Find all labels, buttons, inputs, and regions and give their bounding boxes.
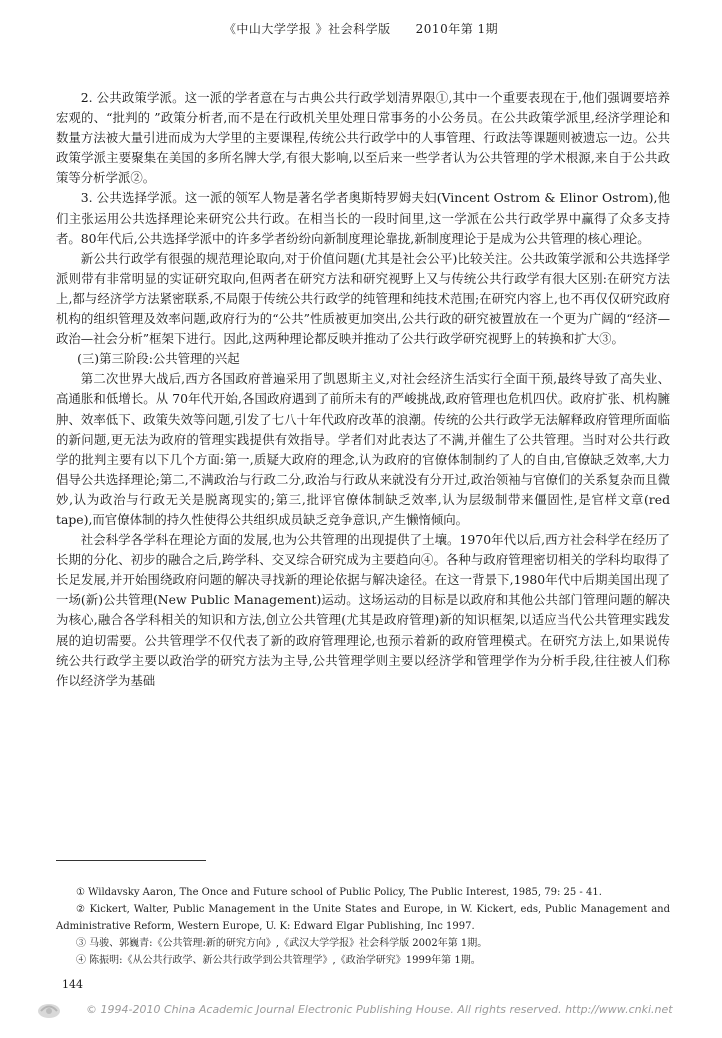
- body-paragraph: 新公共行政学有很强的规范理论取向,对于价值问题(尤其是社会公平)比较关注。公共政策学派和公共选择学派则带有非常明显的实证研究取向,但两者在研究方法和研究视野上又与传统公共行政学有很大区别:在研究方法上,都与经济学方法紧密联系,不局限于传统公共行政学的纯管理和纯技术范围;在研究内容上,也不再仅仅研究政府机构的组织管理及效率问题,政府行为的“公共”性质被更加突出,公共行政的研究被置放在一个更为广阔的“经济—政治—社会分析”框架下进行。因此,这两种理论都反映并推动了公共行政学研究视野上的转换和扩大③。: [56, 250, 670, 347]
- copyright-notice: © 1994-2010 China Academic Journal Electronic Publishing House. All rights reserved. http://www.cnki.net: [86, 1003, 673, 1016]
- body-paragraph: 2. 公共政策学派。这一派的学者意在与古典公共行政学划清界限①,其中一个重要表现在于,他们强调要培养宏观的、“批判的 ”政策分析者,而不是在行政机关里处理日常事务的小公务员。在公共政策学派里,经济学理论和数量方法被大量引进而成为大学里的主要课程,传统公共行政学中的人事管理、行政法等课题则被遗忘一边。公共政策学派主要聚集在美国的多所名牌大学,有很大影响,以至后来一些学者认为公共管理的学术根源,来自于公共政策等分析学派②。: [56, 90, 670, 186]
- page-number: 144: [62, 978, 83, 991]
- footnotes: [56, 884, 670, 969]
- footnote: ① Wildavsky Aaron, The Once and Future school of Public Policy, The Public Interest, 1985, 79: 25 - 41.: [76, 887, 602, 898]
- section-heading: (三)第三阶段:公共管理的兴起: [77, 351, 240, 367]
- footnote: ③ 马骏、郭巍青:《公共管理:新的研究方向》,《武汉大学学报》社会科学版 2002年第 1期。: [76, 938, 488, 949]
- running-header: 《中山大学学报 》社会科学版 2010年第 1期: [223, 22, 499, 36]
- footnote-divider: [56, 860, 206, 861]
- cnki-logo-icon: [36, 1000, 62, 1020]
- body-paragraph: 社会科学各学科在理论方面的发展,也为公共管理的出现提供了土壤。1970年代以后,西方社会科学在经历了长期的分化、初步的融合之后,跨学科、交叉综合研究成为主要趋向④。各种与政府管理密切相关的学科均取得了长足发展,并开始围绕政府问题的解决寻找新的理论依据与解决途径。在这一背景下,1980年代中后期美国出现了一场(新)公共管理(New Public Management)运动。这场运动的目标是以政府和其他公共部门管理问题的解决为核心,融合各学科相关的知识和方法,创立公共管理(尤其是政府管理)新的知识框架,以适应当代公共管理实践发展的迫切需要。公共管理学不仅代表了新的政府管理理论,也预示着新的政府管理模式。在研究方法上,如果说传统公共行政学主要以政治学的研究方法为主导,公共管理学则主要以经济学和管理学作为分析手段,往往被人们称作以经济学为基础: [56, 532, 670, 688]
- body-paragraph: 3. 公共选择学派。这一派的领军人物是著名学者奥斯特罗姆夫妇(Vincent Ostrom & Elinor Ostrom),他们主张运用公共选择理论来研究公共行政。在相当长的一段时间里,这一学派在公共行政学界中赢得了众多支持者。80年代后,公共选择学派中的许多学者纷纷向新制度理论靠拢,新制度理论于是成为公共管理的核心理论。: [56, 190, 670, 246]
- article-body: [56, 88, 670, 691]
- footnote: ② Kickert, Walter, Public Management in the Unite States and Europe, in W. Kickert, eds, Public Management and Administrative Reform, Western Europe, U. K: Edward Elgar Publishing, Inc 1997.: [56, 904, 670, 932]
- publisher-footer: [30, 996, 692, 1026]
- body-paragraph: 第二次世界大战后,西方各国政府普遍采用了凯恩斯主义,对社会经济生活实行全面干预,最终导致了高失业、高通胀和低增长。从 70年代开始,各国政府遇到了前所未有的严峻挑战,政府管理也危机四伏。政府扩张、机构臃肿、效率低下、政策失效等问题,引发了七八十年代政府改革的浪潮。传统的公共行政学无法解释政府管理所面临的新问题,更无法为政府的管理实践提供有效指导。学者们对此表达了不满,并催生了公共管理。当时对公共行政学的批判主要有以下几个方面:第一,质疑大政府的理念,认为政府的官僚体制制约了人的自由,官僚缺乏效率,大力倡导公共选择理论;第二,不满政治与行政二分,政治与行政从来就没有分开过,政治领袖与官僚们的关系复杂而且微妙,认为政治与行政无关是脱离现实的;第三,批评官僚体制缺乏效率,认为层级制带来僵固性,是官样文章(red tape),而官僚体制的持久性使得公共组织成员缺乏竞争意识,产生懒惰倾向。: [56, 371, 670, 527]
- footnote: ④ 陈振明:《从公共行政学、新公共行政学到公共管理学》,《政治学研究》1999年第 1期。: [76, 955, 481, 966]
